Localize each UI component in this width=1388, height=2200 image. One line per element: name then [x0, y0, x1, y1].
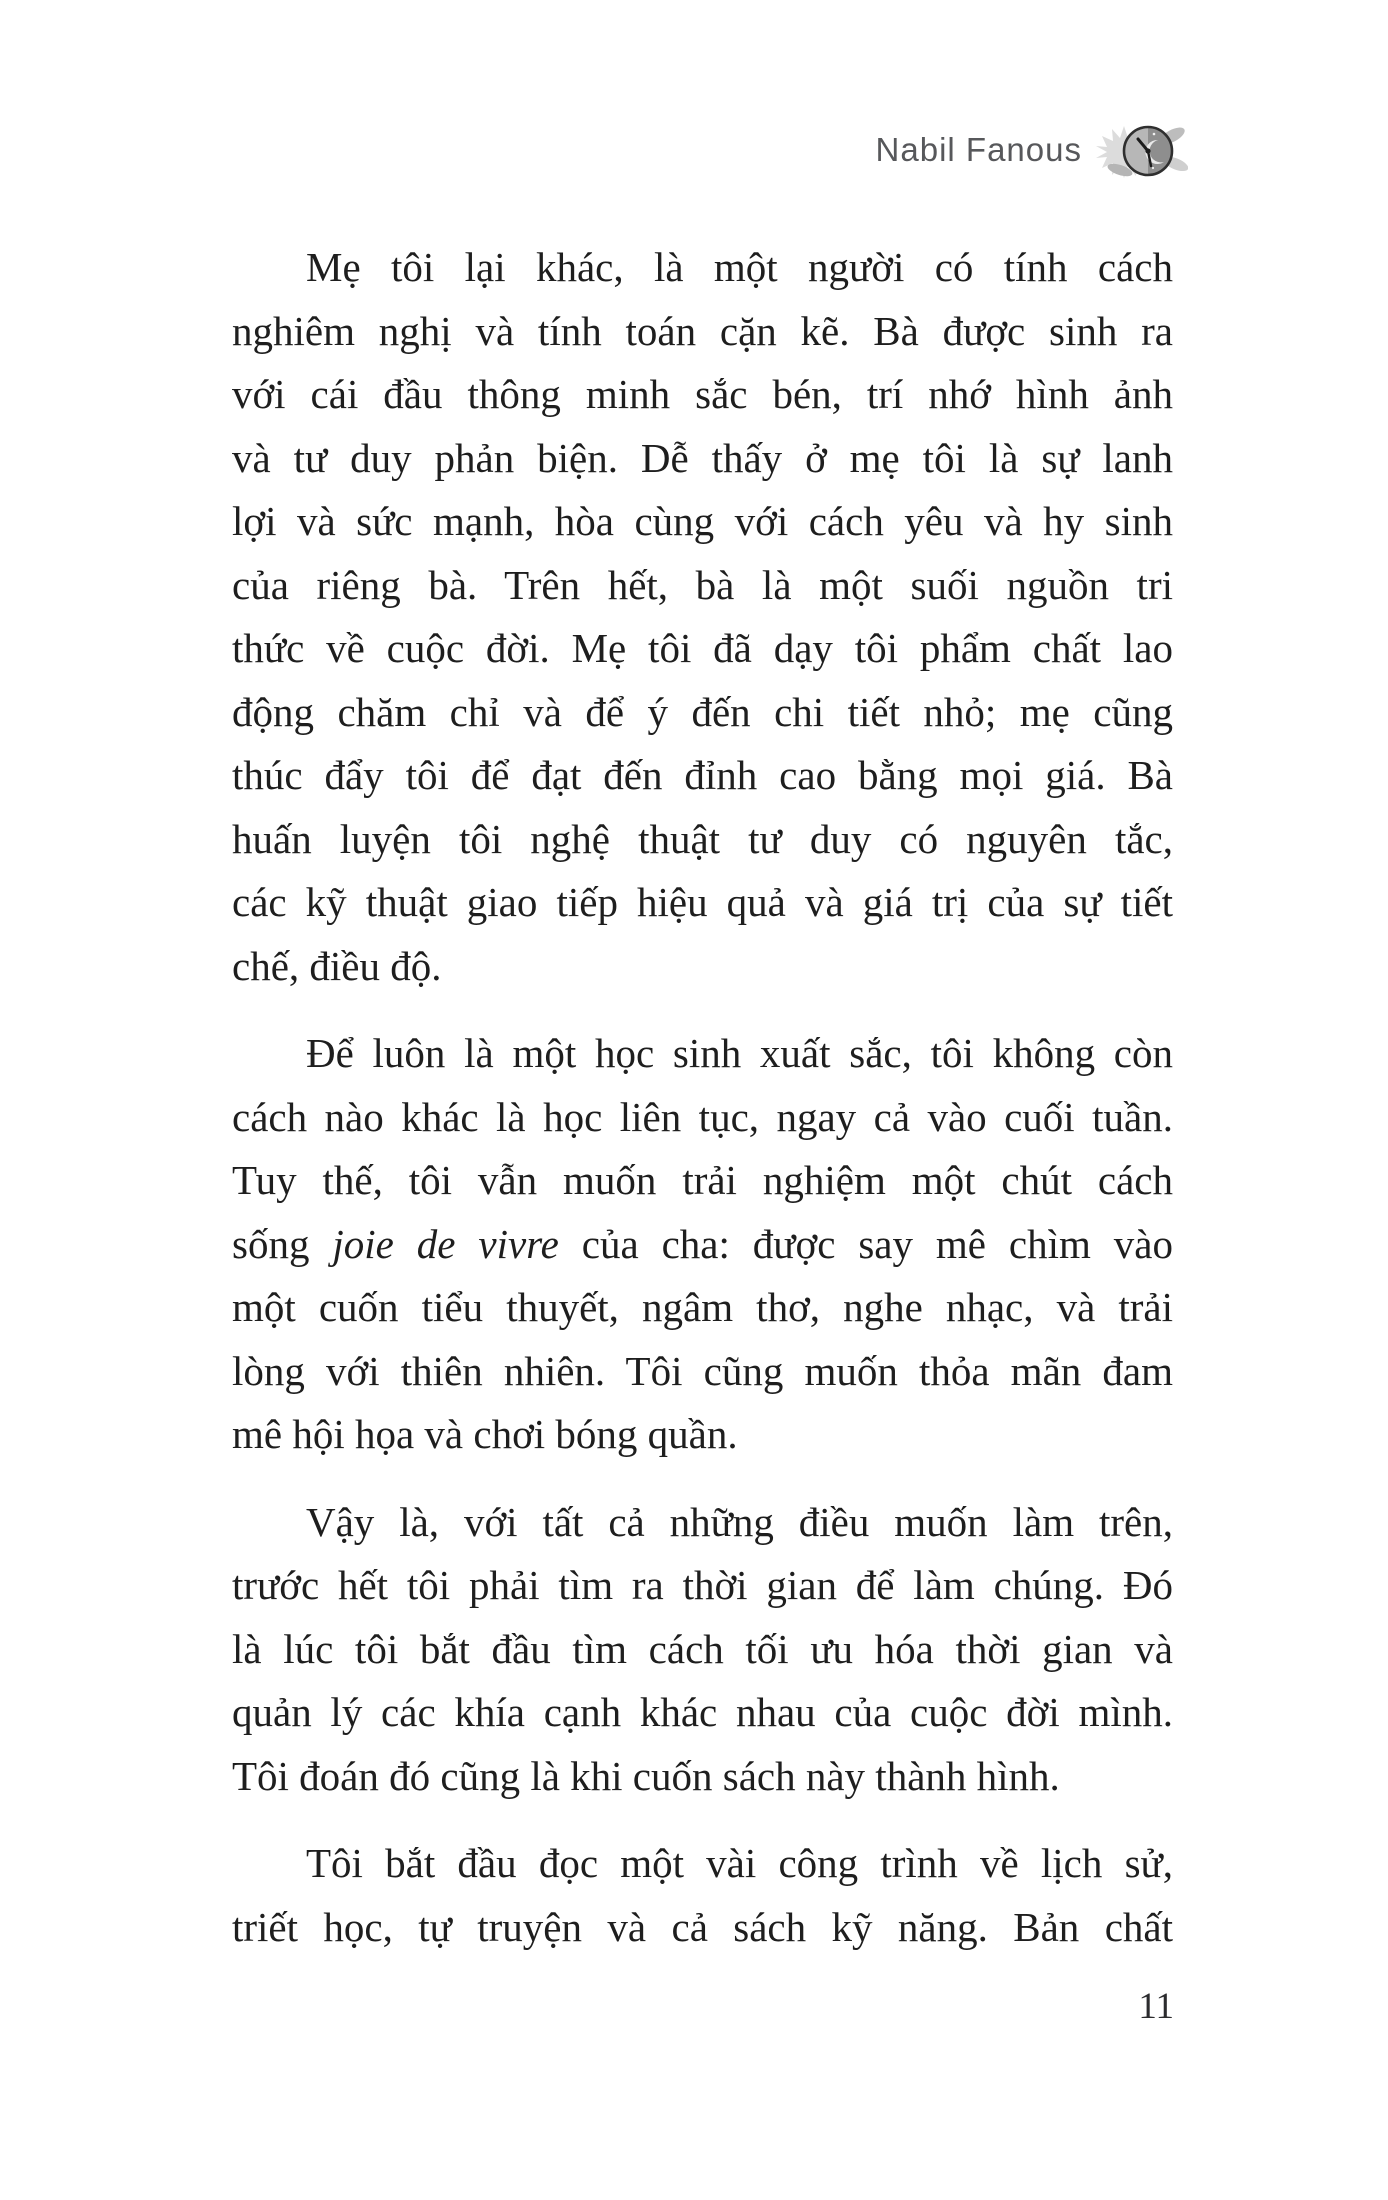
text-line: nghiêm nghị và tính toán cặn kẽ. Bà được sinh ra — [232, 307, 1173, 354]
text-segment: sống — [232, 1220, 333, 1267]
text-line: Tôi bắt đầu đọc một vài công trình về lịch sử, — [306, 1840, 1173, 1886]
text-line: là lúc tôi bắt đầu tìm cách tối ưu hóa thời gian và — [232, 1625, 1173, 1672]
running-head-author: Nabil Fanous — [875, 130, 1082, 168]
paragraph-3 — [232, 1491, 1173, 1809]
italic-phrase: joie de vivre — [332, 1220, 559, 1267]
text-line: lợi và sức mạnh, hòa cùng với cách yêu và hy sinh — [232, 498, 1173, 544]
text-line: và tư duy phản biện. Dễ thấy ở mẹ tôi là sự lanh — [232, 434, 1173, 481]
text-line: Tuy thế, tôi vẫn muốn trải nghiệm một chút cách — [232, 1157, 1173, 1203]
text-line: một cuốn tiểu thuyết, ngâm thơ, nghe nhạc, và trải — [232, 1284, 1173, 1330]
page-header — [876, 118, 1188, 184]
text-line: các kỹ thuật giao tiếp hiệu quả và giá trị của sự tiết — [232, 879, 1173, 925]
paragraph-2 — [232, 1022, 1173, 1467]
text-line: động chăm chỉ và để ý đến chi tiết nhỏ; mẹ cũng — [232, 688, 1173, 735]
text-line: chế, điều độ. — [232, 942, 442, 989]
text-line: lòng với thiên nhiên. Tôi cũng muốn thỏa mãn đam — [232, 1347, 1173, 1394]
text-line: Để luôn là một học sinh xuất sắc, tôi không còn — [306, 1030, 1173, 1076]
text-line: trước hết tôi phải tìm ra thời gian để làm chúng. Đó — [232, 1562, 1173, 1608]
paragraph-4 — [232, 1832, 1173, 1959]
text-segment: của cha: được say mê chìm vào — [558, 1220, 1173, 1267]
text-line: cách nào khác là học liên tục, ngay cả vào cuối tuần. — [232, 1093, 1173, 1140]
text-line: Mẹ tôi lại khác, là một người có tính cách — [306, 244, 1173, 290]
text-line: thức về cuộc đời. Mẹ tôi đã dạy tôi phẩm chất lao — [232, 625, 1173, 671]
text-line: quản lý các khía cạnh khác nhau của cuộc đời mình. — [232, 1689, 1173, 1735]
day-night-clock-icon — [1096, 118, 1188, 184]
text-line: huấn luyện tôi nghệ thuật tư duy có nguyên tắc, — [232, 815, 1173, 862]
text-line: với cái đầu thông minh sắc bén, trí nhớ hình ảnh — [232, 371, 1173, 417]
text-line: mê hội họa và chơi bóng quần. — [232, 1411, 738, 1457]
text-line: của riêng bà. Trên hết, bà là một suối nguồn tri — [232, 561, 1173, 608]
text-line: triết học, tự truyện và cả sách kỹ năng. Bản chất — [232, 1903, 1173, 1950]
text-line: Tôi đoán đó cũng là khi cuốn sách này thành hình. — [232, 1752, 1060, 1799]
text-line-with-italic — [232, 1213, 1173, 1277]
page-number: 11 — [1138, 1986, 1174, 2027]
text-line: thúc đẩy tôi để đạt đến đỉnh cao bằng mọi giá. Bà — [232, 752, 1173, 798]
text-line: Vậy là, với tất cả những điều muốn làm trên, — [306, 1498, 1173, 1545]
paragraph-1 — [232, 236, 1173, 998]
page-body-text — [232, 236, 1173, 1959]
